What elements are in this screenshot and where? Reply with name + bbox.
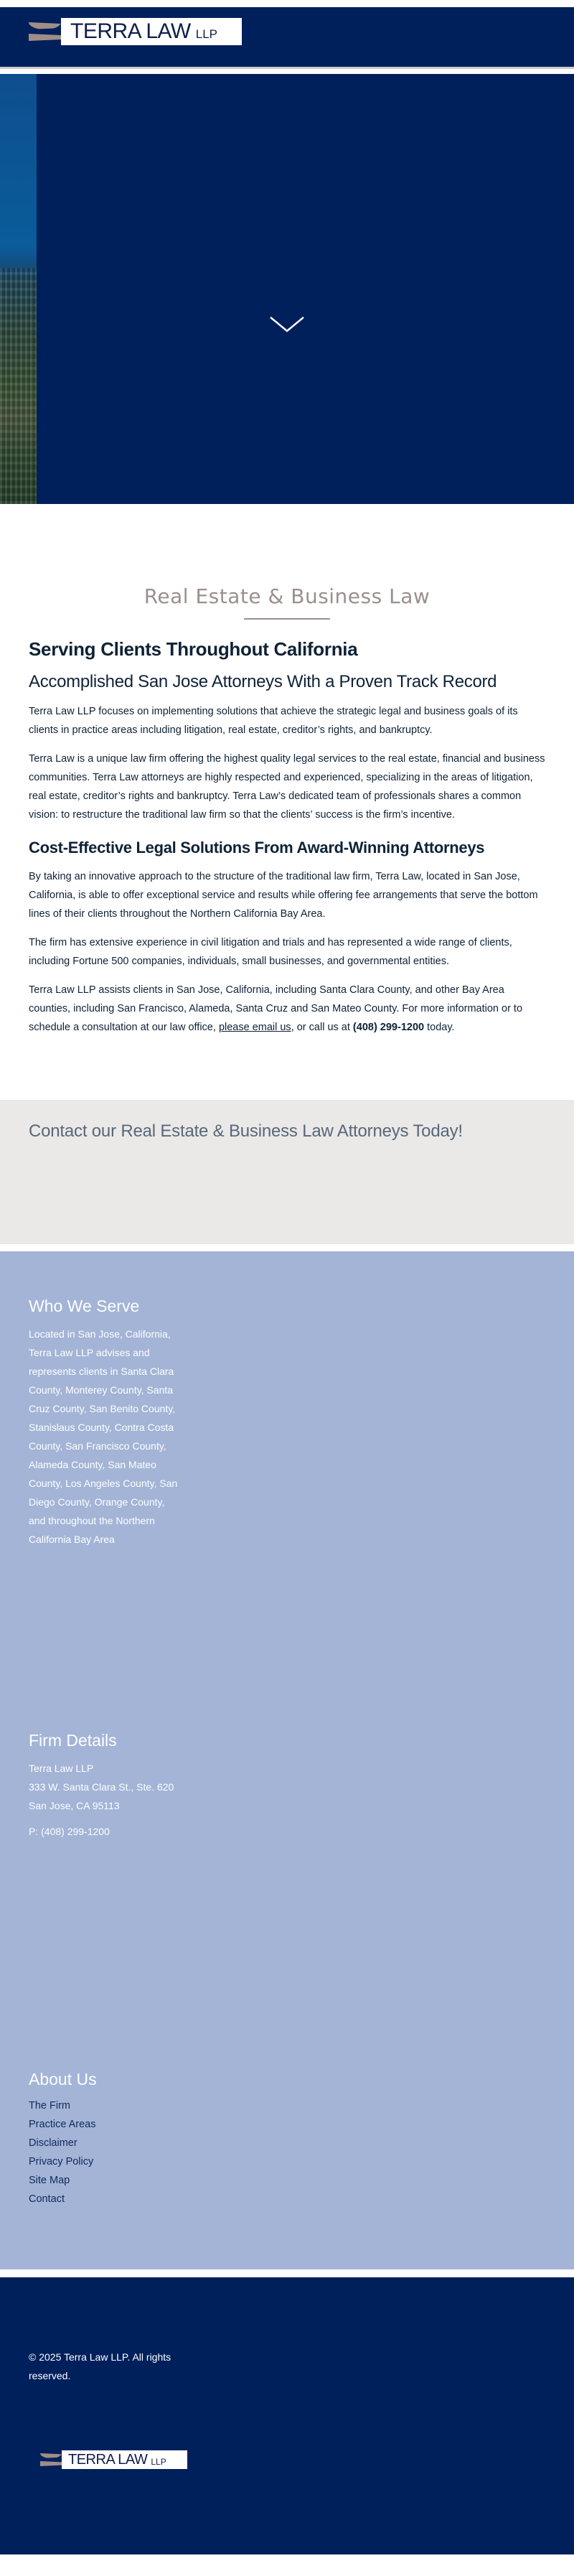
footer-logo-name: TERRA LAW [68,2452,148,2468]
site-header [0,7,574,67]
header-spacer [0,69,574,74]
email-us-link[interactable]: please email us [218,1022,291,1033]
scroll-down-button[interactable] [269,316,305,335]
logo-wordmark [61,18,242,45]
contact-paragraph [29,981,545,1037]
who-we-serve-title: Who We Serve [29,1297,140,1315]
logo-name: TERRA LAW [70,19,191,43]
intro-paragraph: Terra Law LLP focuses on implementing solutions that achieve the strategic legal and business goals of its clients in practice areas including litigation, real estate, creditor’s rights, and bankruptcy. [29,706,518,736]
firm-address [29,1759,179,1841]
firm-address-line2: San Jose, CA 95113 [29,1800,120,1811]
link-the-firm[interactable]: The Firm [29,2100,70,2111]
main-content [0,504,574,1037]
firm-details-block [29,1731,179,1841]
who-we-serve-block [29,1297,179,1549]
firm-details-title: Firm Details [29,1731,117,1750]
top-spacer [0,0,574,7]
footer-logo-link[interactable] [40,2450,187,2469]
hero-city-photo [0,74,37,504]
footer-logo-suffix: LLP [151,2456,166,2467]
section-eyebrow: Real Estate & Business Law [144,584,430,608]
cta-title: Contact our Real Estate & Business Law Attorneys Today! [29,1121,463,1141]
contact-text-middle: , or call us at [291,1022,353,1033]
link-privacy-policy[interactable]: Privacy Policy [29,2156,94,2167]
footer-logo-wave-icon [40,2450,62,2469]
footer-info-section [0,1251,574,2269]
firm-address-line1: 333 W. Santa Clara St., Ste. 620 [29,1781,174,1793]
experience-paragraph: The firm has extensive experience in civil litigation and trials and has represented a wide range of clients, including Fortune 500 companies, individuals, small businesses, and governmental entities. [29,937,512,967]
link-contact[interactable]: Contact [29,2193,65,2205]
firm-name: Terra Law LLP [29,1763,94,1774]
approach-paragraph: By taking an innovative approach to the structure of the traditional law firm, Terra Law, located in San Jose, California, is able to offer exceptional service and results while offering fee arrangements that serve the bottom lines of their clients throughout the Northern California Bay Area. [29,871,538,920]
footer-logo-wordmark [62,2450,187,2469]
about-us-block [29,2070,179,2208]
contact-text-after: today. [424,1022,455,1033]
info-spacer [0,2269,574,2277]
bottom-spacer [0,2554,574,2562]
hero-banner [0,74,574,504]
firm-phone[interactable]: P: (408) 299-1200 [29,1826,110,1837]
site-footer [0,2277,574,2554]
page-subheading: Accomplished San Jose Attorneys With a Proven Track Record [29,672,497,691]
phone-number[interactable]: (408) 299-1200 [352,1022,425,1033]
eyebrow-underline [244,618,330,620]
cta-spacer [0,1244,574,1251]
logo-suffix: LLP [195,27,218,41]
logo-link[interactable] [29,18,242,45]
logo-wave-icon [29,18,61,45]
chevron-down-icon [269,316,305,335]
link-disclaimer[interactable]: Disclaimer [29,2137,77,2149]
link-site-map[interactable]: Site Map [29,2175,70,2186]
page-heading: Serving Clients Throughout California [29,638,358,660]
copyright-text: © 2025 Terra Law LLP. All rights reserved. [29,2351,171,2381]
contact-text-before: Terra Law LLP assists clients in San Jose, California, including Santa Clara County, and other Bay Area counties, including San Francisco, Alameda, Santa Cruz and San Mateo County. For more information or to schedule a consultation at our law office, [29,984,523,1033]
who-we-serve-text: Located in San Jose, California, Terra Law LLP advises and represents clients in Santa Clara County, Monterey County, Santa Cruz County, San Benito County, Stanislaus County, Contra Costa County, San Francisco County, Alameda County, San Mateo County, Los Angeles County, San Diego County, Orange County, and throughout the Northern California Bay Area [29,1328,178,1545]
cost-effective-heading: Cost-Effective Legal Solutions From Award-Winning Attorneys [29,839,485,857]
contact-cta-section [0,1100,574,1244]
about-us-title: About Us [29,2070,97,2089]
link-practice-areas[interactable]: Practice Areas [29,2119,96,2130]
about-us-links [29,2096,179,2208]
about-paragraph: Terra Law is a unique law firm offering the highest quality legal services to the real estate, financial and business communities. Terra Law attorneys are highly respected and experienced, specializing in the areas of litigation, real estate, creditor’s rights and bankruptcy. Terra Law’s dedicated team of professionals shares a common vision: to restructure the traditional law firm so that the clients’ success is the firm’s incentive. [29,753,545,821]
